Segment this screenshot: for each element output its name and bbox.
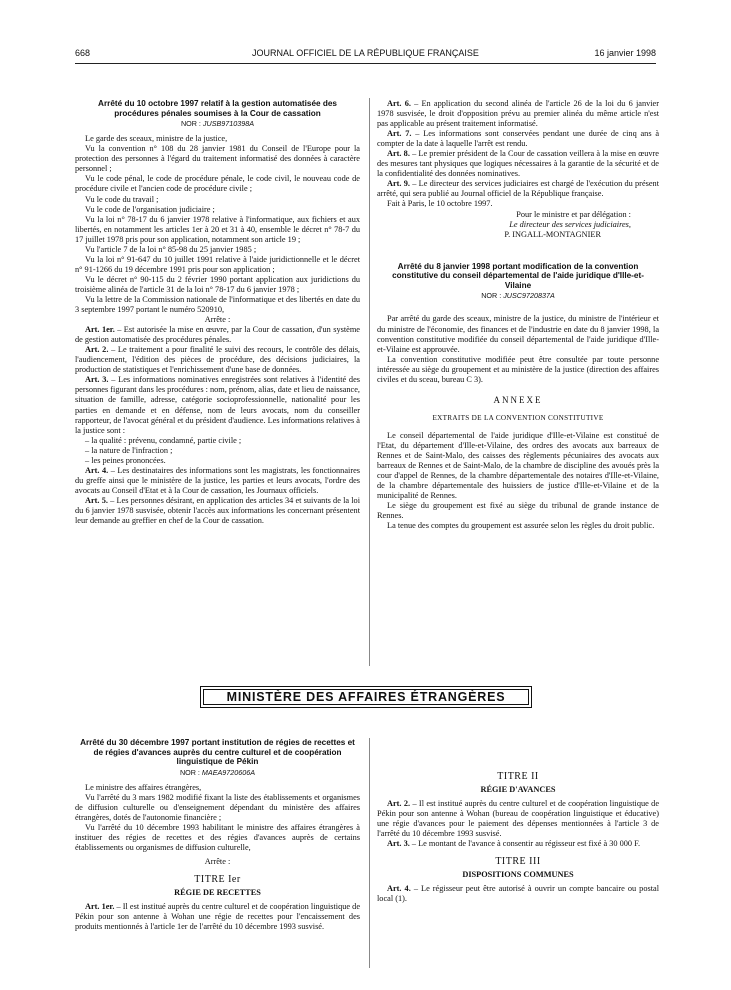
titre-3-subheading: DISPOSITIONS COMMUNES bbox=[462, 870, 574, 880]
paragraph: Vu l'arrêté du 10 décembre 1993 habilitant le ministre des affaires étrangères à instituer des régies de recettes et des régies d'avances auprès de certains établissements ou organismes de diffusion culturelle, bbox=[75, 823, 360, 853]
issue-date: 16 janvier 1998 bbox=[594, 48, 656, 58]
page-header bbox=[75, 48, 656, 62]
fait-a-paris: Fait à Paris, le 10 octobre 1997. bbox=[387, 199, 493, 209]
paragraph: Vu l'arrêté du 3 mars 1982 modifié fixant la liste des établissements et organismes de diffusion culturelle ou d'enseignement dépendant du ministère des affaires étrangères, dotés de l'autonomie financière ; bbox=[75, 792, 360, 822]
column-divider bbox=[369, 98, 370, 666]
decree-3-nor: NOR : MAEA9720606A bbox=[179, 767, 256, 777]
ministry-banner: MINISTÈRE DES AFFAIRES ÉTRANGÈRES bbox=[200, 686, 532, 708]
paragraph: Le garde des sceaux, ministre de la justice, bbox=[85, 134, 228, 144]
article: Art. 8. – Le premier président de la Cour de cassation veillera à la mise en œuvre des mesures tant physiques que logiques nécessaires à la garantie de la sécurité et de la confidentialité des données nominatives. bbox=[377, 149, 659, 179]
decree-2-nor: NOR : JUSC9720837A bbox=[481, 291, 555, 301]
signature-name: P. INGALL-MONTAGNIER bbox=[504, 229, 601, 239]
article: Art. 2. – Il est institué auprès du centre culturel et de coopération linguistique de Pékin pour son antenne à Wohan (bureau de coopération linguistique et éducative) une régie d'avances pour le paiement des dépenses mentionnées à l'article 3 de l'arrêté du 10 décembre 1993 susvisé. bbox=[377, 799, 660, 839]
article: Art. 1er. – Il est institué auprès du centre culturel et de coopération linguistique de Pékin pour son antenne à Wohan une régie de recettes pour l'encaissement des produits mentionnés à l'article 1er de l'arrêté du 10 décembre 1993 susvisé. bbox=[75, 902, 361, 932]
paragraph: Le ministre des affaires étrangères, bbox=[85, 782, 202, 792]
titre-1-subheading: RÉGIE DE RECETTES bbox=[174, 888, 261, 898]
signature-line: Pour le ministre et par délégation : bbox=[516, 209, 631, 219]
article: Art. 7. – Les informations sont conservées pendant une durée de cinq ans à compter de la date à laquelle l'arrêt est rendu. bbox=[377, 129, 660, 149]
article: Art. 3. – Les informations nominatives enregistrées sont relatives à l'identité des personnes figurant dans les procédures : nom, prénom, alias, date et lieu de naissance, situation de famille, adresse, catégorie socioprofessionnelle, nationalité pour les parties en demande et en défense, nom de leurs avocats, nom du conseiller rapporteur, de l'avocat général et du président d'audience. Les informations relatives à la justice sont : bbox=[75, 375, 360, 435]
arrete-label: Arrête : bbox=[204, 857, 231, 867]
arrete-label: Arrête : bbox=[204, 315, 231, 325]
journal-title: JOURNAL OFFICIEL DE LA RÉPUBLIQUE FRANÇAISE bbox=[252, 48, 479, 58]
titre-2-heading: TITRE II bbox=[497, 771, 539, 782]
titre-3-heading: TITRE III bbox=[495, 856, 541, 868]
titre-1-heading: TITRE Ier bbox=[194, 874, 241, 886]
decree-3-title: Arrêté du 30 décembre 1997 portant institution de régies de recettes et de régies d'avances auprès du centre culturel et de coopération linguistique de Pékin bbox=[80, 738, 355, 767]
decree-3-continued bbox=[377, 738, 659, 905]
article: Art. 4. – Le régisseur peut être autorisé à ouvrir un compte bancaire ou postal local (1). bbox=[377, 884, 660, 904]
decree-1-nor: NOR : JUSB9710398A bbox=[180, 119, 255, 129]
paragraph: Vu l'article 7 de la loi n° 85-98 du 25 janvier 1985 ; bbox=[85, 244, 257, 254]
paragraph: Vu la loi n° 91-647 du 10 juillet 1991 relative à l'aide juridictionnelle et le décret n° 91-1266 du 19 décembre 1991 pris pour son application ; bbox=[75, 254, 360, 274]
decree-1-continued bbox=[377, 99, 659, 531]
decree-1-title: Arrêté du 10 octobre 1997 relatif à la gestion automatisée des procédures pénales soumises à la Cour de cassation bbox=[98, 99, 337, 118]
article: Art. 3. – Le montant de l'avance à consentir au régisseur est fixé à 30 000 F. bbox=[387, 839, 641, 849]
titre-2-subheading: RÉGIE D'AVANCES bbox=[480, 785, 556, 795]
list-item: – les peines prononcées. bbox=[85, 455, 166, 465]
page-number: 668 bbox=[75, 48, 91, 58]
paragraph: La tenue des comptes du groupement est assurée selon les règles du droit public. bbox=[387, 521, 655, 531]
decree-3-text bbox=[75, 738, 360, 932]
header-rule bbox=[75, 63, 656, 64]
article: Art. 5. – Les personnes désirant, en application des articles 34 et suivants de la loi du 6 janvier 1978 susvisée, obtenir l'accès aux informations les concernant présentent leur demande au greffier en chef de la Cour de cassation. bbox=[75, 495, 361, 526]
paragraph: Par arrêté du garde des sceaux, ministre de la justice, du ministre de l'intérieur et du ministre de l'économie, des finances et de l'industrie en date du 8 janvier 1998, la convention constitutive modifiée du conseil départemental de l'aide juridique d'Ille-et-Vilaine est approuvée. bbox=[377, 314, 659, 354]
paragraph: Vu la lettre de la Commission nationale de l'informatique et des libertés en date du 3 septembre 1997 portant le numéro 520910, bbox=[75, 294, 360, 315]
article: Art. 6. – En application du second alinéa de l'article 26 de la loi du 6 janvier 1978 susvisée, le droit d'opposition prévu au premier alinéa du même article n'est pas applicable au présent traitement informatisé. bbox=[377, 99, 659, 129]
article: Art. 4. – Les destinataires des informations sont les magistrats, les fonctionnaires du greffe ainsi que le ministère de la justice, les parties et leurs avocats, l'ordre des avocats au Conseil d'Etat et à la Cour de cassation, les Journaux officiels. bbox=[75, 465, 360, 495]
paragraph: La convention constitutive modifiée peut être consultée par toute personne intéressée au siège du groupement et au ministère de la justice (direction des affaires civiles et du sceau, bureau C 3). bbox=[377, 354, 659, 384]
decree-1-text bbox=[75, 99, 360, 526]
paragraph: Vu la convention n° 108 du 28 janvier 1981 du Conseil de l'Europe pour la protection des personnes à l'égard du traitement informatisé des données à caractère personnel ; bbox=[75, 144, 360, 174]
extraits-heading: EXTRAITS DE LA CONVENTION CONSTITUTIVE bbox=[432, 413, 604, 422]
list-item: – la qualité : prévenu, condamné, partie civile ; bbox=[85, 435, 242, 445]
annexe-heading: ANNEXE bbox=[493, 394, 543, 405]
paragraph: Vu la loi n° 78-17 du 6 janvier 1978 relative à l'informatique, aux fichiers et aux libertés, en notamment les articles 1er à 20 et 31 à 40, ensemble le décret n° 78-7 du 17 juillet 1978 pris pour son application, notamment son article 19 ; bbox=[75, 214, 360, 244]
column-divider bbox=[369, 738, 370, 968]
article: Art. 1er. – Est autorisée la mise en œuvre, par la Cour de cassation, d'un système de gestion automatisée des procédures pénales. bbox=[75, 325, 360, 345]
article: Art. 2. – Le traitement a pour finalité le suivi des recours, le contrôle des délais, l'audiencement, l'édition des pièces de procédure, des décisions judiciaires, la production de statistiques et l'enrichissement d'une base de données. bbox=[75, 345, 360, 375]
paragraph: Vu le décret n° 90-115 du 2 février 1990 portant application aux juridictions du troisième alinéa de l'article 31 de la loi n° 78-17 du 6 janvier 1978 ; bbox=[75, 274, 360, 294]
paragraph: Le siège du groupement est fixé au siège du tribunal de grande instance de Rennes. bbox=[377, 501, 659, 521]
paragraph: Vu le code de l'organisation judiciaire ; bbox=[85, 204, 215, 214]
paragraph: Vu le code du travail ; bbox=[85, 194, 159, 204]
article: Art. 9. – Le directeur des services judiciaires est chargé de l'exécution du présent arrêté, qui sera publié au Journal officiel de la République française. bbox=[377, 179, 659, 199]
paragraph: Vu le code pénal, le code de procédure pénale, le code civil, le nouveau code de procédure civile et l'ancien code de procédure civile ; bbox=[75, 174, 360, 194]
paragraph: Le conseil départemental de l'aide juridique d'Ille-et-Vilaine est constitué de l'Etat, du département d'Ille-et-Vilaine, des ordres des avocats aux barreaux de Rennes et de Saint-Malo, des caisses des règlements pécuniaires des avocats aux barreaux de Rennes et de Saint-Malo, de la chambre de discipline des avoués près la cour d'appel de Rennes, de la chambre départementale des notaires d'Ille-et-Vilaine, de la chambre départementale des huissiers de justice d'Ille-et-Vilaine et de la municipalité de Rennes. bbox=[377, 430, 659, 501]
decree-2-title: Arrêté du 8 janvier 1998 portant modification de la convention constitutive du conseil départemental de l'aide juridique d'Ille-et-Vilaine bbox=[392, 261, 644, 290]
list-item: – la nature de l'infraction ; bbox=[85, 445, 173, 455]
signature-role: Le directeur des services judiciaires, bbox=[509, 219, 631, 229]
